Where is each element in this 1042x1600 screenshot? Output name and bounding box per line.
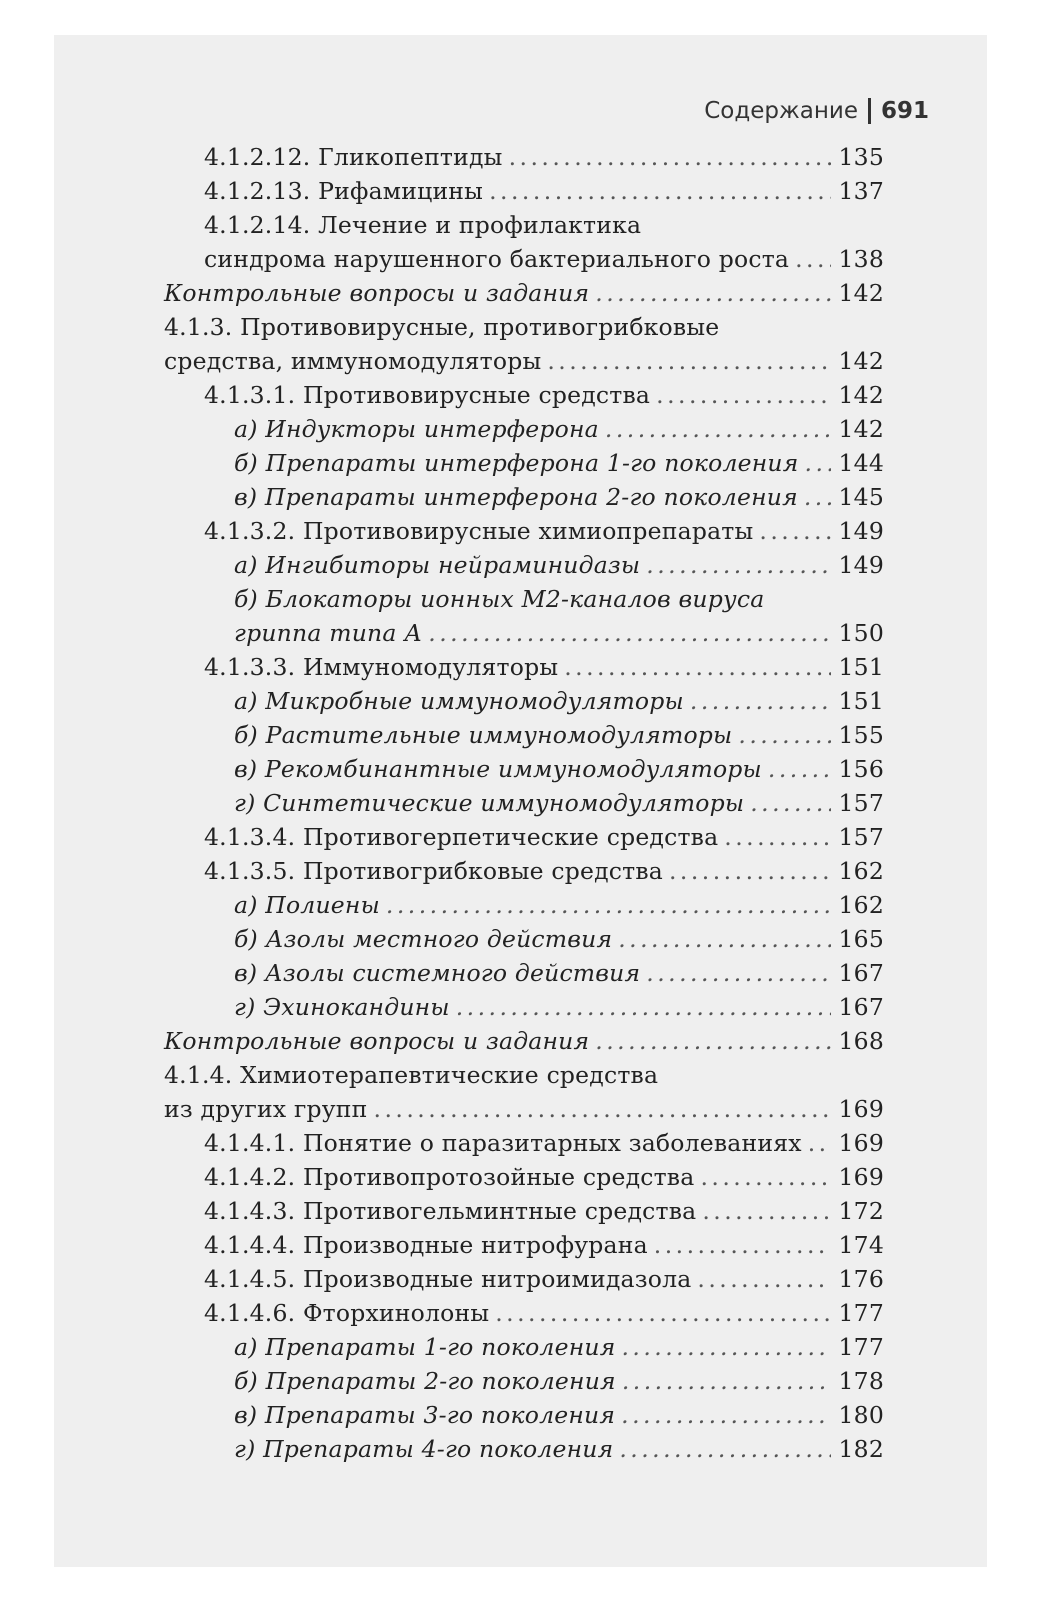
toc-entry[interactable]: 4.1.4.1. Понятие о паразитарных заболеваниях . . . 169 — [204, 1126, 884, 1160]
toc-entry[interactable]: 4.1.3.2. Противовирусные химиопрепараты . . . 149 — [204, 514, 884, 548]
toc-entry[interactable]: г) Синтетические иммуномодуляторы . . . 157 — [234, 786, 884, 820]
toc-entry[interactable]: б) Препараты интерферона 1-го поколения . . . 144 — [234, 446, 884, 480]
table-of-contents — [164, 140, 884, 1466]
toc-entry[interactable]: б) Препараты 2-го поколения . . . 178 — [234, 1364, 884, 1398]
toc-entry[interactable]: в) Препараты интерферона 2-го поколения . . . 145 — [234, 480, 884, 514]
toc-entry[interactable]: б) Блокаторы ионных М2-каналов вируса гриппа типа А . . . 150 — [234, 582, 884, 650]
toc-entry[interactable]: а) Индукторы интерферона . . . 142 — [234, 412, 884, 446]
toc-entry[interactable]: 4.1.4. Химиотерапевтические средства из других групп . . . 169 — [164, 1058, 884, 1126]
toc-entry[interactable]: 4.1.4.3. Противогельминтные средства . . . 172 — [204, 1194, 884, 1228]
toc-entry[interactable]: в) Рекомбинантные иммуномодуляторы . . . 156 — [234, 752, 884, 786]
header-divider — [868, 98, 871, 124]
toc-entry[interactable]: г) Препараты 4-го поколения . . . 182 — [234, 1432, 884, 1466]
toc-entry[interactable]: 4.1.4.4. Производные нитрофурана . . . 174 — [204, 1228, 884, 1262]
toc-entry[interactable]: 4.1.3.3. Иммуномодуляторы . . . 151 — [204, 650, 884, 684]
toc-entry[interactable]: Контрольные вопросы и задания . . . 168 — [164, 1024, 884, 1058]
toc-entry[interactable]: 4.1.3.1. Противовирусные средства . . . 142 — [204, 378, 884, 412]
toc-entry[interactable]: а) Ингибиторы нейраминидазы . . . 149 — [234, 548, 884, 582]
toc-entry[interactable]: 4.1.2.12. Гликопептиды . . . 135 — [204, 140, 884, 174]
toc-entry[interactable]: 4.1.3. Противовирусные, противогрибковые средства, иммуномодуляторы . . . 142 — [164, 310, 884, 378]
toc-entry[interactable]: а) Микробные иммуномодуляторы . . . 151 — [234, 684, 884, 718]
toc-entry[interactable]: Контрольные вопросы и задания . . . 142 — [164, 276, 884, 310]
header-title: Содержание — [704, 98, 858, 124]
toc-entry[interactable]: 4.1.2.13. Рифамицины . . . 137 — [204, 174, 884, 208]
toc-entry[interactable]: 4.1.2.14. Лечение и профилактика синдрома нарушенного бактериального роста . . . 138 — [204, 208, 884, 276]
toc-entry[interactable]: 4.1.4.2. Противопротозойные средства . . . 169 — [204, 1160, 884, 1194]
toc-entry[interactable]: г) Эхинокандины . . . 167 — [234, 990, 884, 1024]
toc-entry[interactable]: б) Азолы местного действия . . . 165 — [234, 922, 884, 956]
running-header — [704, 98, 929, 124]
toc-entry[interactable]: в) Препараты 3-го поколения . . . 180 — [234, 1398, 884, 1432]
toc-entry[interactable]: 4.1.4.5. Производные нитроимидазола . . . 176 — [204, 1262, 884, 1296]
toc-entry[interactable]: 4.1.3.5. Противогрибковые средства . . . 162 — [204, 854, 884, 888]
header-page-number: 691 — [880, 98, 929, 124]
toc-entry[interactable]: 4.1.4.6. Фторхинолоны . . . 177 — [204, 1296, 884, 1330]
toc-entry[interactable]: а) Полиены . . . 162 — [234, 888, 884, 922]
toc-entry[interactable]: б) Растительные иммуномодуляторы . . . 155 — [234, 718, 884, 752]
toc-entry[interactable]: в) Азолы системного действия . . . 167 — [234, 956, 884, 990]
toc-entry[interactable]: а) Препараты 1-го поколения . . . 177 — [234, 1330, 884, 1364]
toc-entry[interactable]: 4.1.3.4. Противогерпетические средства . . . 157 — [204, 820, 884, 854]
